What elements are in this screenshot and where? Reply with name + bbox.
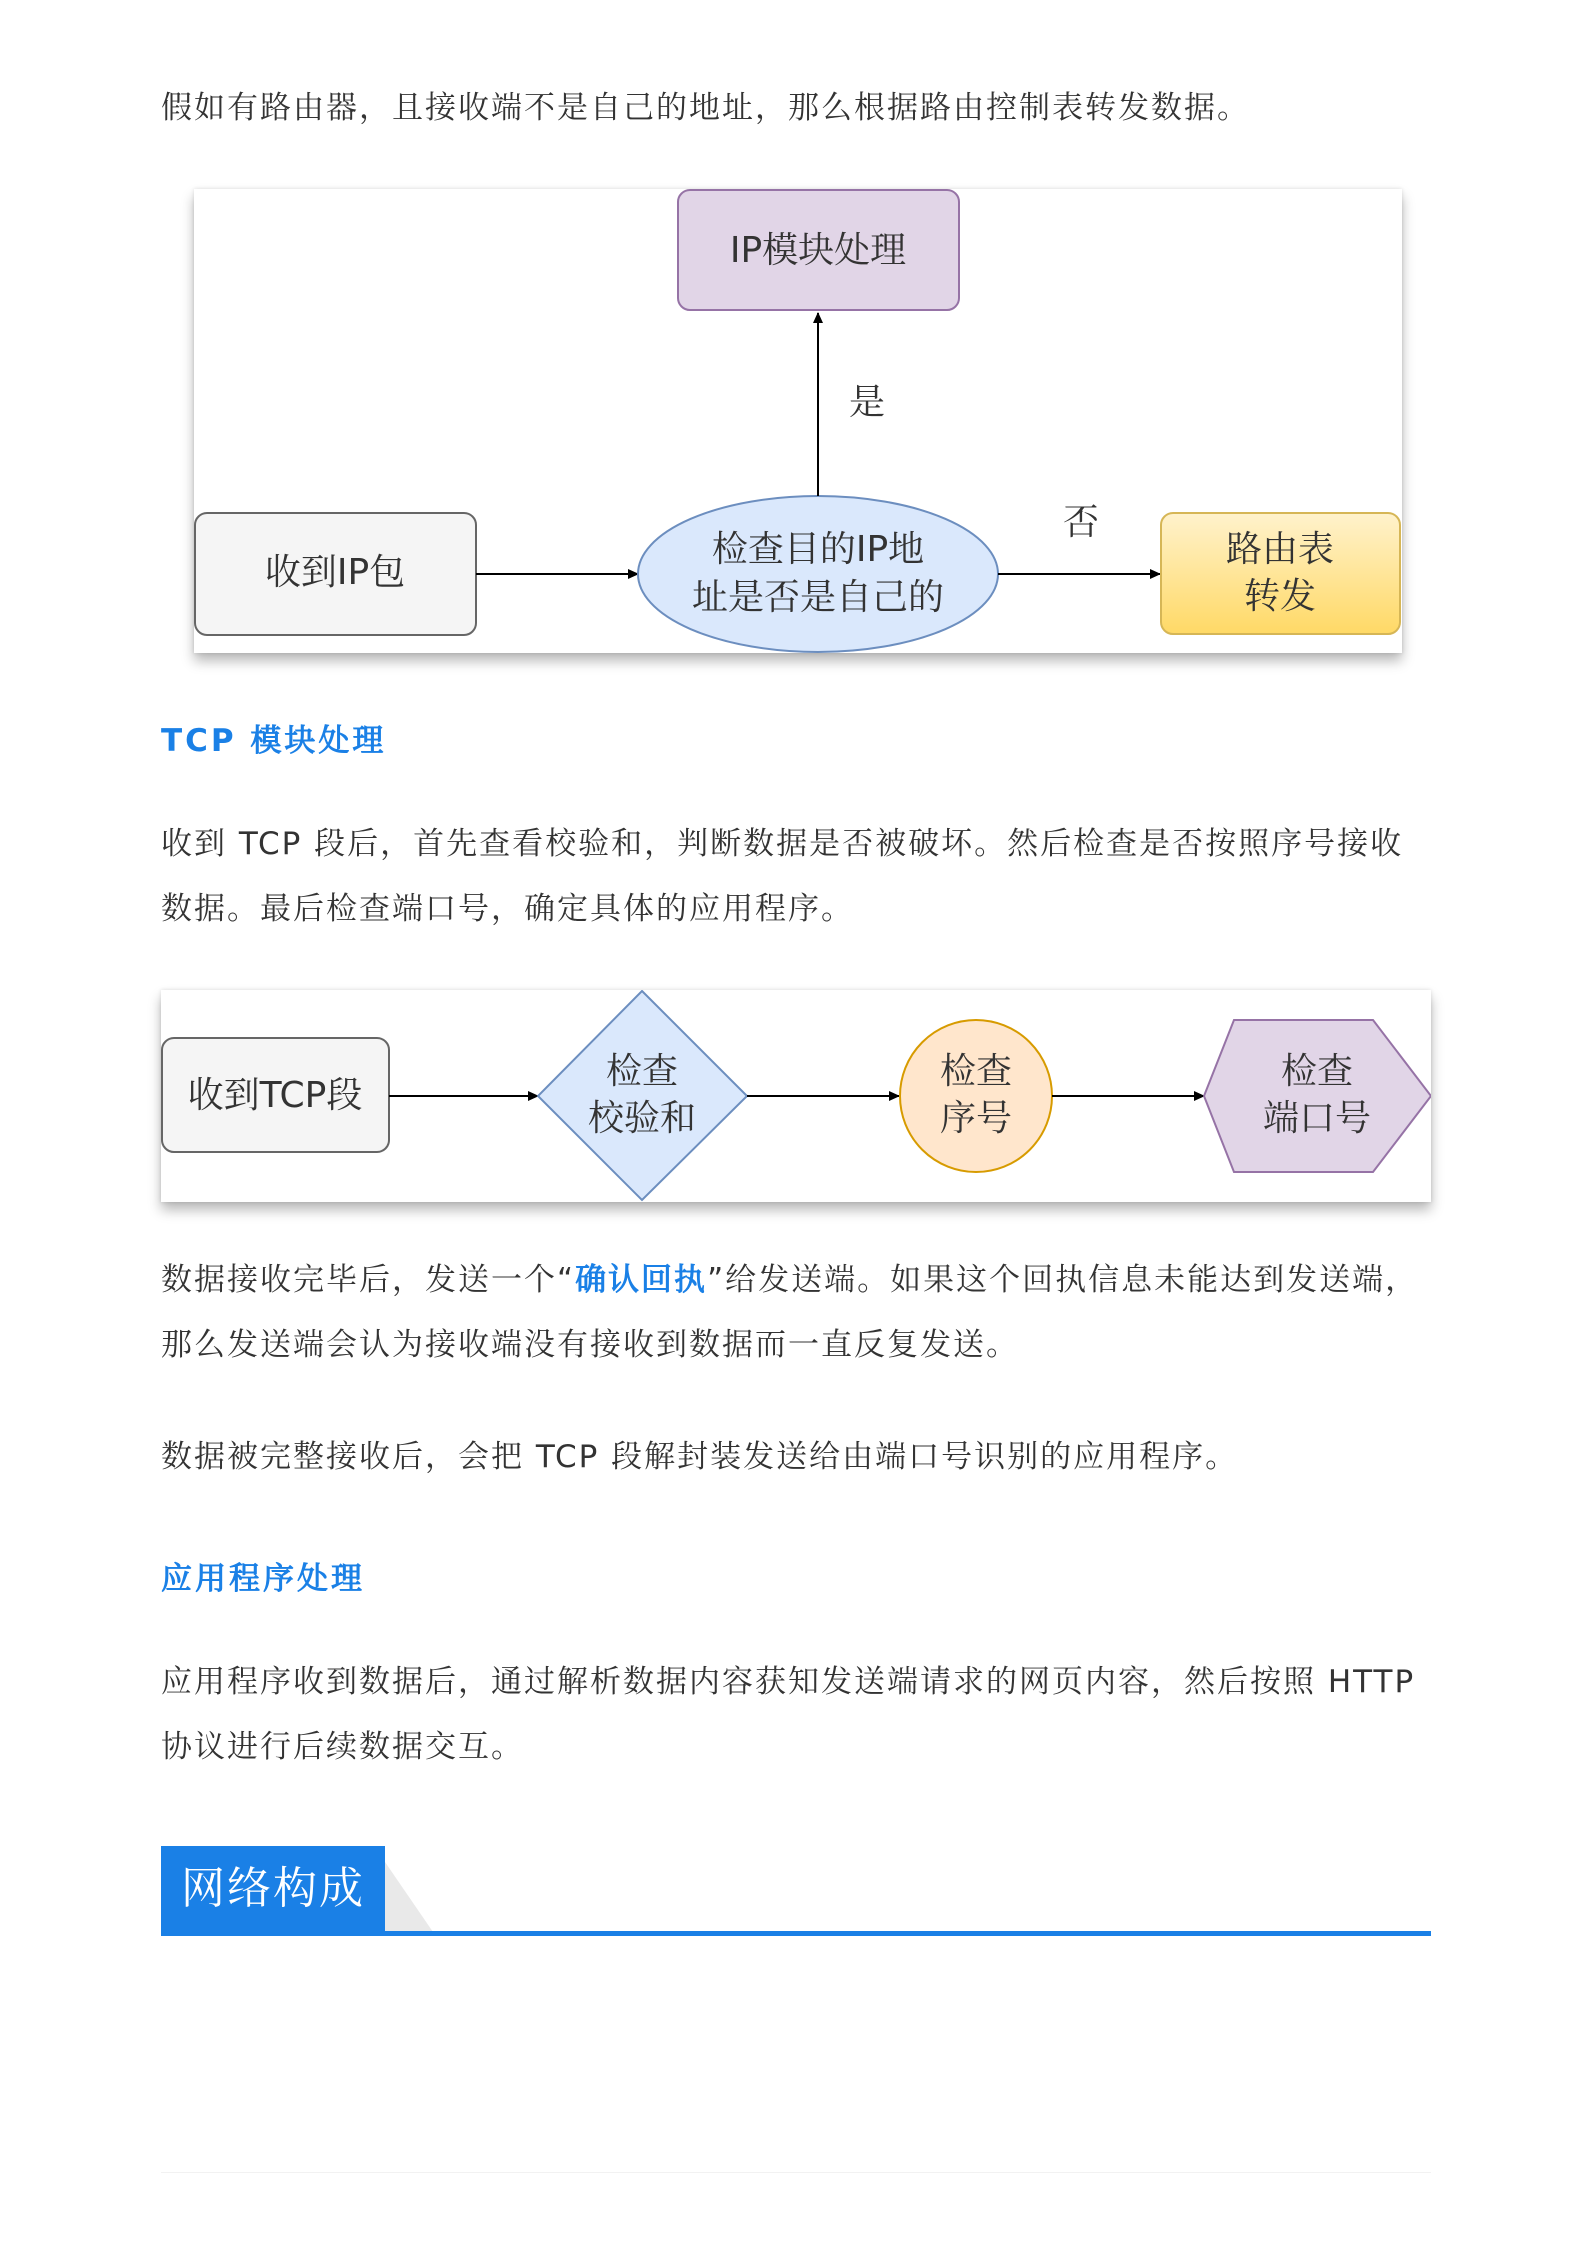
ip-module-label: IP模块处理 bbox=[729, 230, 907, 271]
ip-flow-diagram bbox=[194, 189, 1402, 653]
checksum-line2: 校验和 bbox=[587, 1098, 697, 1139]
route-line2: 转发 bbox=[1243, 576, 1317, 617]
tcp-flow-diagram bbox=[161, 990, 1431, 1202]
ack-text-before: 数据接收完毕后，发送一个“ bbox=[161, 1262, 576, 1298]
paragraph-deliver: 数据被完整接收后，会把 TCP 段解封装发送给由端口号识别的应用程序。 bbox=[161, 1439, 1239, 1475]
section-underline bbox=[161, 1931, 1431, 1936]
bottom-divider bbox=[161, 2172, 1431, 2173]
check-ip-line2: 址是否是自己的 bbox=[691, 577, 945, 618]
paragraph-app: 应用程序收到数据后，通过解析数据内容获知发送端请求的网页内容，然后按照 HTTP 协议进行后续数据交互。 bbox=[161, 1664, 1416, 1765]
ack-highlight: 确认回执 bbox=[575, 1262, 708, 1298]
paragraph-tcp-intro: 收到 TCP 段后，首先查看校验和，判断数据是否被破坏。然后检查是否按照序号接收数据。最后检查端口号，确定具体的应用程序。 bbox=[161, 826, 1404, 927]
receive-ip-label: 收到IP包 bbox=[264, 552, 406, 593]
heading-app: 应用程序处理 bbox=[161, 1561, 365, 1597]
port-hexagon bbox=[1204, 1020, 1431, 1172]
receive-tcp-label: 收到TCP段 bbox=[187, 1075, 363, 1116]
paragraph-router: 假如有路由器，且接收端不是自己的地址，那么根据路由控制表转发数据。 bbox=[161, 90, 1250, 126]
route-line1: 路由表 bbox=[1225, 529, 1335, 570]
section-title-fold bbox=[385, 1862, 433, 1932]
check-ip-line1: 检查目的IP地 bbox=[711, 529, 925, 570]
heading-tcp: TCP 模块处理 bbox=[161, 723, 387, 759]
seq-line1: 检查 bbox=[939, 1051, 1013, 1092]
checksum-line1: 检查 bbox=[605, 1051, 679, 1092]
port-line2: 端口号 bbox=[1262, 1098, 1372, 1139]
seq-line2: 序号 bbox=[939, 1098, 1013, 1139]
ack-text-after: ”给发送端。如果这个回执信息未能达到发送端，那么发送端会认为接收端没有接收到数据而一直反复发送。 bbox=[161, 1262, 1419, 1363]
port-line1: 检查 bbox=[1280, 1051, 1354, 1092]
yes-label: 是 bbox=[848, 382, 886, 423]
checksum-diamond bbox=[538, 991, 747, 1200]
check-ip-ellipse bbox=[638, 496, 998, 652]
section-title-network: 网络构成 bbox=[161, 1846, 385, 1932]
no-label: 否 bbox=[1062, 502, 1100, 543]
seq-circle bbox=[900, 1020, 1052, 1172]
paragraph-ack bbox=[161, 1248, 1431, 1378]
